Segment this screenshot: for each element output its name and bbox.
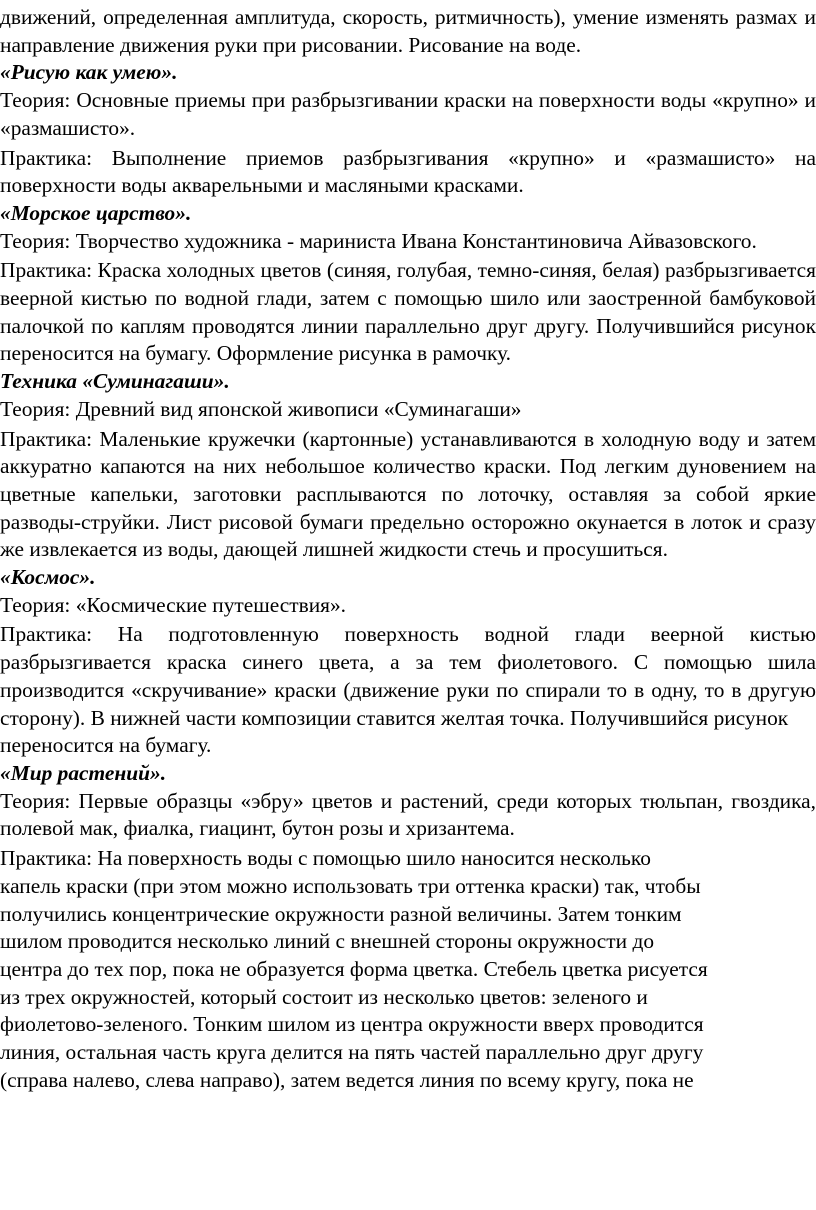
text-line: линия, остальная часть круга делится на пять частей параллельно друг другу [0,1040,704,1065]
section-heading: «Морское царство». [0,200,192,225]
text-line: получились концентрические окружности разной величины. Затем тонким [0,901,682,926]
text-line: (справа налево, слева направо), затем ведется линия по всему кругу, пока не [0,1067,694,1092]
text-line: Практика: На поверхность воды с помощью шило наносится несколько [0,846,651,871]
text-line: из трех окружностей, который состоит из несколько цветов: зеленого и [0,984,648,1009]
text-line: капель краски (при этом можно использовать три оттенка краски) так, чтобы [0,873,701,898]
practice-paragraph: Практика: Выполнение приемов разбрызгивания «крупно» и «размашисто» на поверхности воды акварельными и масляными красками. [0,145,816,198]
theory-paragraph: Теория: «Космические путешествия». [0,592,347,617]
theory-paragraph: Теория: Древний вид японской живописи «Суминагаши» [0,396,522,421]
practice-paragraph [0,845,816,1094]
section-heading: «Рисую как умею». [0,60,178,85]
theory-paragraph: Теория: Первые образцы «эбру» цветов и растений, среди которых тюльпан, гвоздика, полевой мак, фиалка, гиацинт, бутон розы и хризантема. [0,788,816,841]
text-line: фиолетово-зеленого. Тонким шилом из центра окружности вверх проводится [0,1012,704,1037]
text-line: центра до тех пор, пока не образуется форма цветка. Стебель цветка рисуется [0,956,708,981]
theory-paragraph: Теория: Творчество художника - мариниста Ивана Константиновича Айвазовского. [0,228,757,253]
section-heading: «Мир растений». [0,760,167,785]
practice-paragraph: Практика: Краска холодных цветов (синяя, голубая, темно-синяя, белая) разбрызгивается веерной кистью по водной глади, затем с помощью шило или заостренной бамбуковой палочкой по каплям проводятся линии параллельно друг другу. Получившийся рисунок переносится на бумагу. Оформление рисунка в рамочку. [0,258,816,366]
section-heading: Техника «Суминагаши». [0,369,230,394]
text-line: шилом проводится несколько линий с внешней стороны окружности до [0,929,655,954]
theory-paragraph: Теория: Основные приемы при разбрызгивании краски на поверхности воды «крупно» и «размашисто». [0,88,816,140]
intro-paragraph: движений, определенная амплитуда, скорость, ритмичность), умение изменять размах и направление движения руки при рисовании. Рисование на воде. [0,5,816,57]
practice-continuation: переносится на бумагу. [0,733,212,758]
section-heading: «Космос». [0,565,96,590]
practice-paragraph: Практика: Маленькие кружечки (картонные) устанавливаются в холодную воду и затем аккуратно капаются на них небольшое количество краски. Под легким дуновением на цветные капельки, заготовки расплываются по лоточку, оставляя за собой яркие разводы-струйки. Лист рисовой бумаги предельно осторожно окунается в лоток и сразу же извлекается из воды, дающей лишней жидкости стечь и просушиться. [0,426,816,562]
practice-paragraph: Практика: На подготовленную поверхность водной глади веерной кистью разбрызгивается краска синего цвета, а за тем фиолетового. С помощью шила производится «скручивание» краски (движение руки по спирали то в одну, то в другую сторону). В нижней части композиции ставится желтая точка. Получившийся рисунок [0,622,816,730]
